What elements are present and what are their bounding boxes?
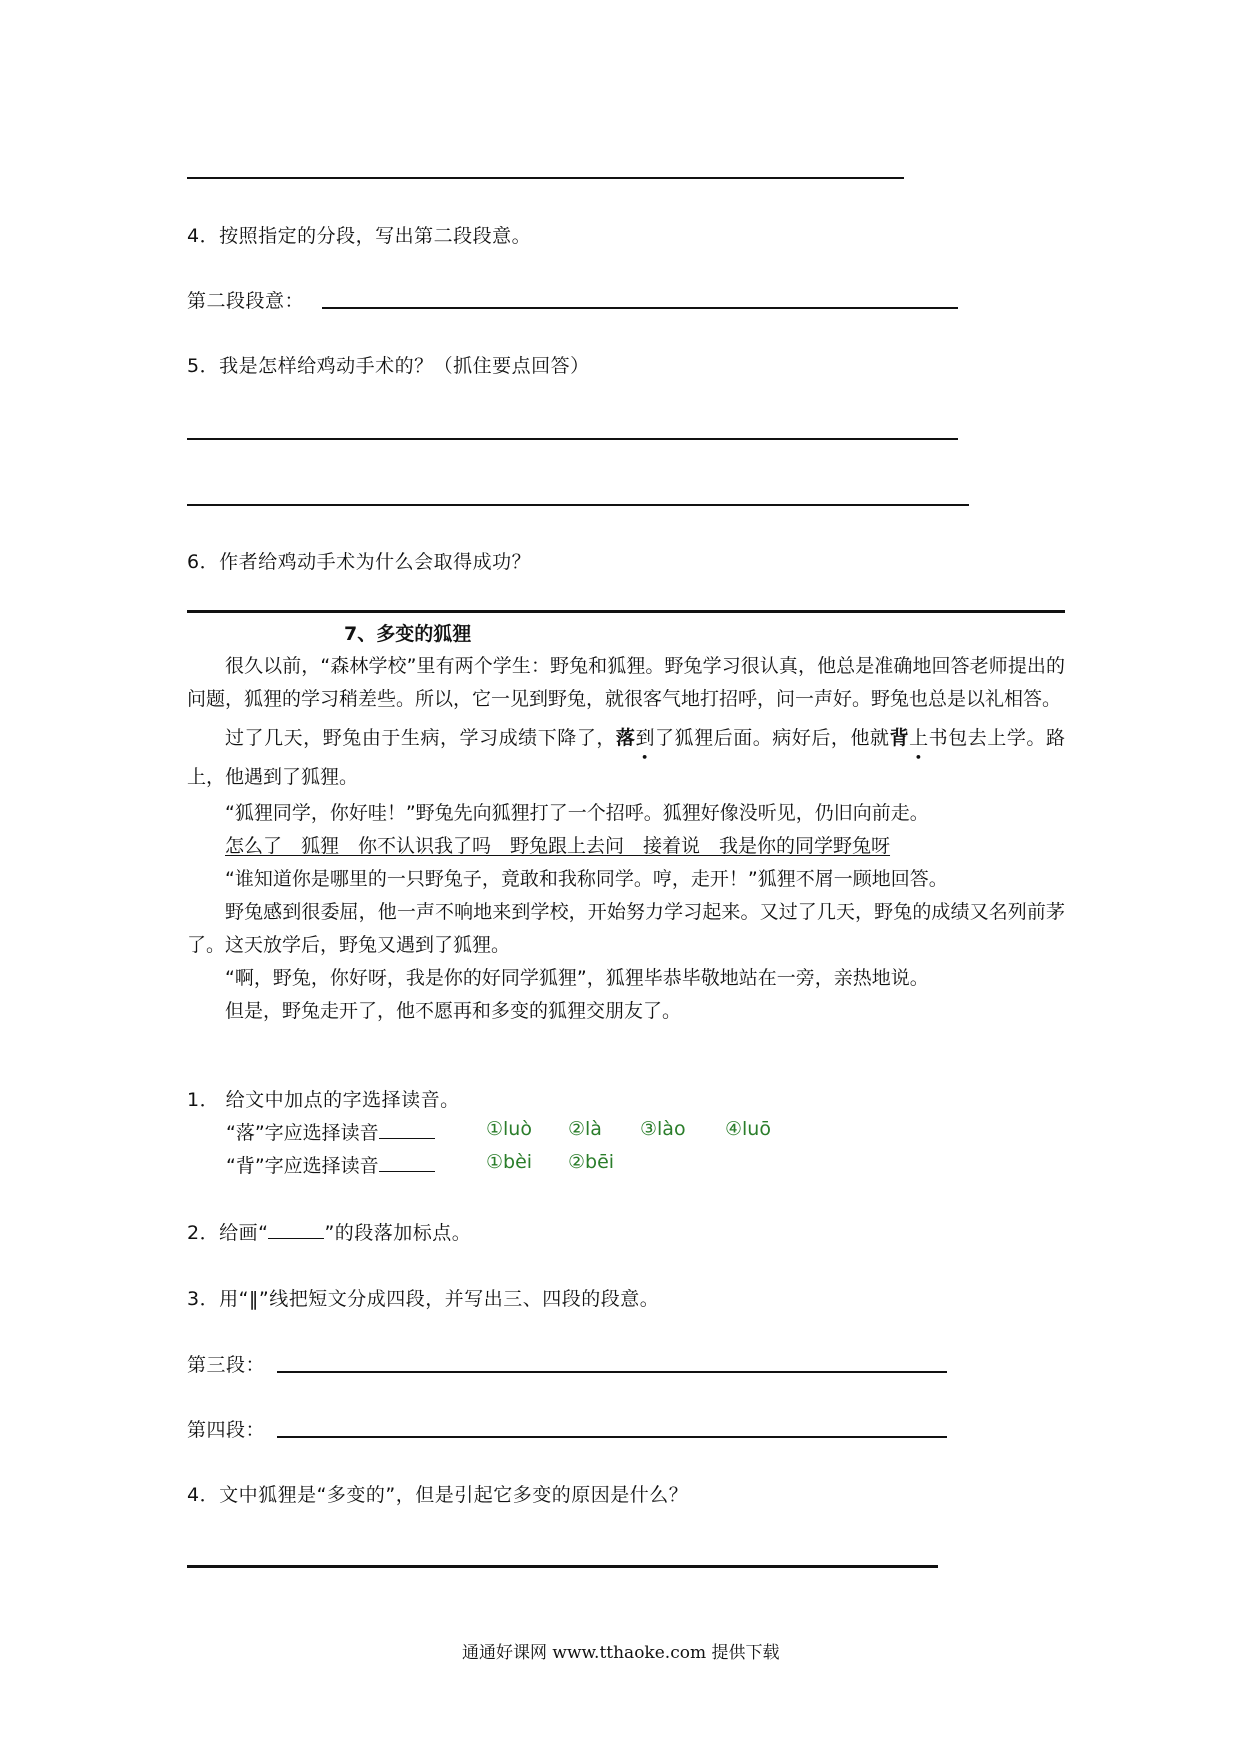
footer-text: 通通好课网 www.tthaoke.com 提供下载 [462, 1643, 780, 1663]
question-6: 6．作者给鸡动手术为什么会取得成功？ [187, 551, 532, 573]
underline-sample [268, 1222, 324, 1239]
paragraph: 野兔感到很委屈，他一声不响地来到学校，开始努力学习起来。又过了几天，野兔的成绩又名列前茅了。这天放学后，野兔又遇到了狐狸。 [187, 901, 1065, 956]
paragraph: 过了几天，野兔由于生病，学习成绩下降了，落到了狐狸后面。病好后，他就背上书包去上学。路上，他遇到了狐狸。 [187, 727, 1065, 788]
paragraph: “啊，野兔，你好呀，我是你的好同学狐狸”，狐狸毕恭毕敬地站在一旁，亲热地说。 [225, 967, 929, 989]
section-3-label: 第三段： [187, 1354, 266, 1376]
section-4-label: 第四段： [187, 1419, 266, 1441]
question-3: 3．用“‖”线把短文分成四段，并写出三、四段的段意。 [187, 1288, 660, 1310]
question-1: 1． 给文中加点的字选择读音。 [187, 1089, 460, 1111]
underlined-paragraph: 怎么了 狐狸 你不认识我了吗 野兔跟上去问 接着说 我是你的同学野兔呀 [225, 835, 891, 857]
section-divider [187, 610, 1065, 613]
answer-line [187, 177, 904, 179]
answer-label: 第二段段意： [187, 290, 305, 312]
answer-line[interactable] [322, 307, 958, 309]
answer-line[interactable] [277, 1371, 947, 1373]
answer-line[interactable] [277, 1436, 947, 1438]
option[interactable]: ③lào [640, 1118, 686, 1140]
paragraph: 很久以前，“森林学校”里有两个学生：野兔和狐狸。野兔学习很认真，他总是准确地回答老师提出的问题，狐狸的学习稍差些。所以，它一见到野兔，就很客气地打招呼，问一声好。野兔也总是以礼相答。 [187, 655, 1065, 710]
story-text [187, 650, 1065, 1028]
option[interactable]: ②bēi [568, 1151, 615, 1173]
pronunciation-label-bei: “背”字应选择读音 [226, 1151, 435, 1178]
question-2: 2．给画“ ”的段落加标点。 [187, 1222, 472, 1244]
dotted-character: 背 [889, 727, 910, 749]
option[interactable]: ①bèi [486, 1151, 533, 1173]
question-5: 5．我是怎样给鸡动手术的？（抓住要点回答） [187, 355, 590, 377]
question-4: 4．按照指定的分段，写出第二段段意。 [187, 225, 532, 247]
paragraph: “狐狸同学，你好哇！”野兔先向狐狸打了一个招呼。狐狸好像没听见，仍旧向前走。 [225, 802, 929, 824]
answer-line[interactable] [187, 504, 969, 506]
answer-line[interactable] [187, 1565, 938, 1568]
option[interactable]: ①luò [486, 1118, 532, 1140]
paragraph: “谁知道你是哪里的一只野兔子，竟敢和我称同学。哼，走开！”狐狸不屑一顾地回答。 [225, 868, 948, 890]
paragraph: 但是，野兔走开了，他不愿再和多变的狐狸交朋友了。 [225, 1000, 682, 1022]
answer-line[interactable] [187, 438, 958, 440]
story-title: 7、多变的狐狸 [344, 623, 472, 645]
answer-blank[interactable] [379, 1155, 435, 1172]
pronunciation-label-luo: “落”字应选择读音 [226, 1118, 435, 1145]
question-4-fox: 4．文中狐狸是“多变的”，但是引起它多变的原因是什么？ [187, 1484, 689, 1506]
option[interactable]: ④luō [725, 1118, 771, 1140]
option[interactable]: ②là [568, 1118, 602, 1140]
answer-blank[interactable] [379, 1122, 435, 1139]
dotted-character: 落 [615, 727, 636, 749]
